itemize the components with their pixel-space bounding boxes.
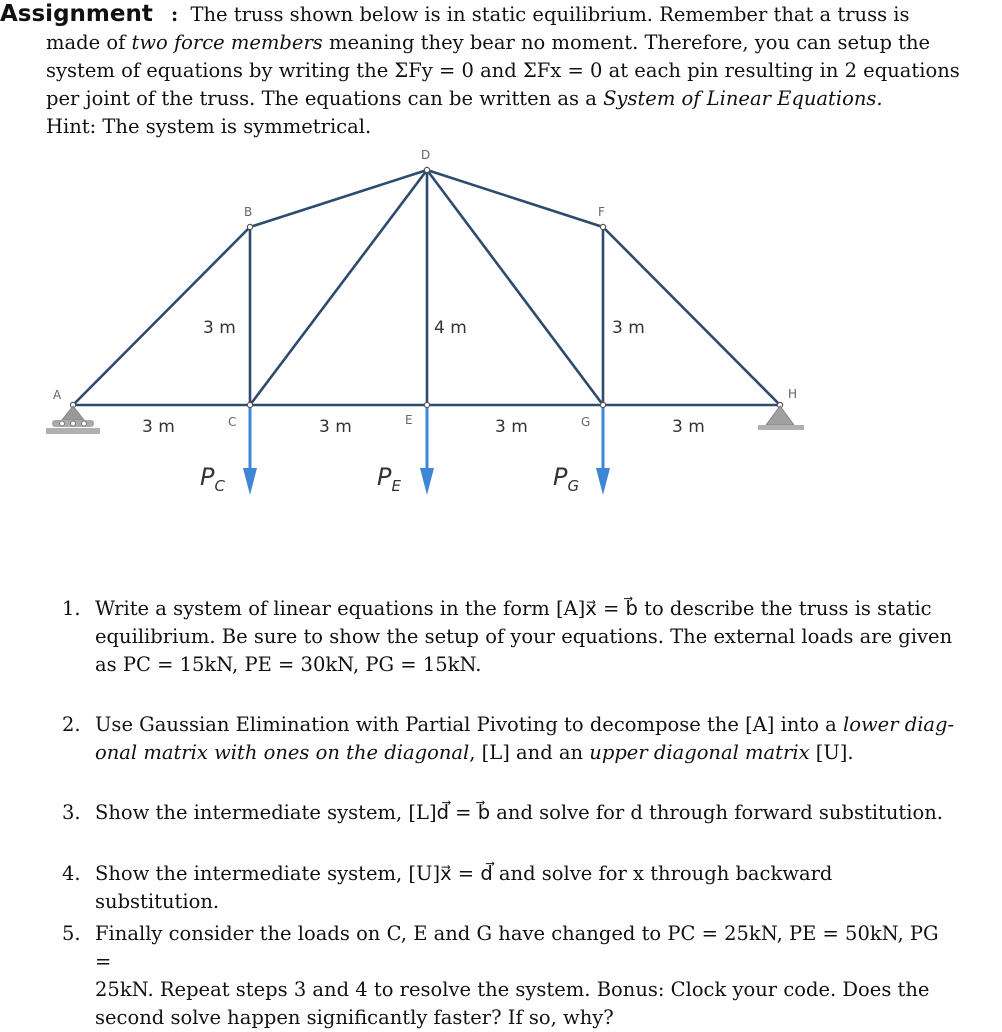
intro-text-3: system of equations by writing the ΣFy = 0 and ΣFx = 0 at each pin resulting in 2 equations (46, 59, 960, 82)
question-2-line-2-emph2: upper diagonal matrix (589, 741, 810, 764)
dim-eg: 3 m (495, 417, 528, 437)
dim-fg: 3 m (612, 318, 645, 338)
question-1-line-3: as PC = 15kN, PE = 30kN, PG = 15kN. (95, 653, 482, 676)
question-2-line-2a: , [L] and an (469, 741, 590, 764)
intro-line-5 (0, 113, 960, 141)
question-3 (62, 799, 957, 827)
load-arrowhead-c (243, 468, 257, 495)
intro-paragraph (0, 0, 960, 141)
intro-text-2a: made of (46, 31, 132, 54)
truss-members (73, 170, 780, 405)
question-3-body: Show the intermediate system, [L]d⃗ = b⃗ and solve for d through forward substitution. (95, 801, 943, 824)
member-fh (603, 227, 780, 405)
dim-gh: 3 m (672, 417, 705, 437)
node-label-c: C (228, 415, 237, 429)
question-2-line-1a: Use Gaussian Elimination with Partial Pivoting to decompose the [A] into a (95, 713, 843, 736)
node-label-h: H (788, 387, 798, 401)
question-2-number: 2. (62, 713, 81, 736)
intro-line-4 (0, 85, 960, 113)
question-2-line-2b: [U]. (809, 741, 854, 764)
intro-text-2-emph: two force members (131, 31, 323, 54)
intro-text-4-emph: System of Linear Equations. (603, 87, 883, 110)
question-4-number: 4. (62, 862, 81, 885)
intro-line-1 (0, 0, 960, 29)
roller-support (46, 406, 100, 434)
question-1-body (95, 595, 957, 679)
intro-line-3 (0, 57, 960, 85)
question-4-body: Show the intermediate system, [U]x⃗ = d⃗ and solve for x through backward substitution. (95, 862, 833, 913)
load-arrowhead-e (420, 468, 434, 495)
question-5-number: 5. (62, 922, 81, 945)
question-3-number: 3. (62, 801, 81, 824)
intro-hint: Hint: The system is symmetrical. (46, 115, 372, 138)
question-2-line-2-emph: onal matrix with ones on the diagonal (95, 741, 470, 764)
question-1-number: 1. (62, 597, 81, 620)
question-5-body (95, 920, 957, 1032)
member-cd (250, 170, 427, 405)
member-ab (73, 227, 250, 405)
node-label-a: A (53, 388, 62, 402)
dim-de: 4 m (434, 318, 467, 338)
question-4 (62, 860, 957, 916)
load-label-pe: PE (377, 463, 401, 495)
question-1-line-2: equilibrium. Be sure to show the setup of your equations. The external loads are given (95, 625, 953, 648)
question-2-line-1-emph: lower diag- (842, 713, 955, 736)
pin-support (758, 406, 804, 430)
intro-text-1: The truss shown below is in static equilibrium. Remember that a truss is (190, 3, 910, 26)
question-1 (62, 595, 957, 679)
node-label-g: G (581, 415, 591, 429)
dim-ac: 3 m (142, 417, 175, 437)
question-5-line-2: 25kN. Repeat steps 3 and 4 to resolve the system. Bonus: Clock your code. Does the (95, 978, 930, 1001)
dim-bc: 3 m (203, 318, 236, 338)
intro-text-4a: per joint of the truss. The equations can be written as a (46, 87, 604, 110)
question-5-line-1: Finally consider the loads on C, E and G have changed to PC = 25kN, PE = 50kN, PG = (95, 922, 939, 973)
node-label-e: E (405, 413, 413, 427)
pin-c (247, 402, 252, 407)
pin-e (424, 402, 429, 407)
assignment-title: Assignment (0, 1, 153, 27)
load-label-pg: PG (553, 463, 580, 495)
member-bd (250, 170, 427, 227)
pin-f (600, 224, 605, 229)
load-arrowhead-g (596, 468, 610, 495)
load-label-pc: PC (200, 463, 225, 495)
intro-line-2 (0, 29, 960, 57)
dim-ce: 3 m (319, 417, 352, 437)
pin-d (424, 167, 429, 172)
pin-g (600, 402, 605, 407)
question-2 (62, 711, 957, 767)
node-label-b: B (244, 205, 253, 219)
member-df (427, 170, 603, 227)
pin-b (247, 224, 252, 229)
intro-text-2b: meaning they bear no moment. Therefore, you can setup the (322, 31, 931, 54)
question-5-line-3: second solve happen significantly faster? If so, why? (95, 1006, 614, 1029)
question-2-body (95, 711, 957, 767)
question-5 (62, 920, 957, 1032)
title-colon: : (171, 3, 179, 26)
question-1-line-1: Write a system of linear equations in the form [A]x⃗ = b⃗ to describe the truss is static (95, 597, 932, 620)
truss-diagram (40, 140, 820, 520)
member-dg (427, 170, 603, 405)
node-label-f: F (598, 205, 605, 219)
node-label-d: D (421, 148, 431, 162)
